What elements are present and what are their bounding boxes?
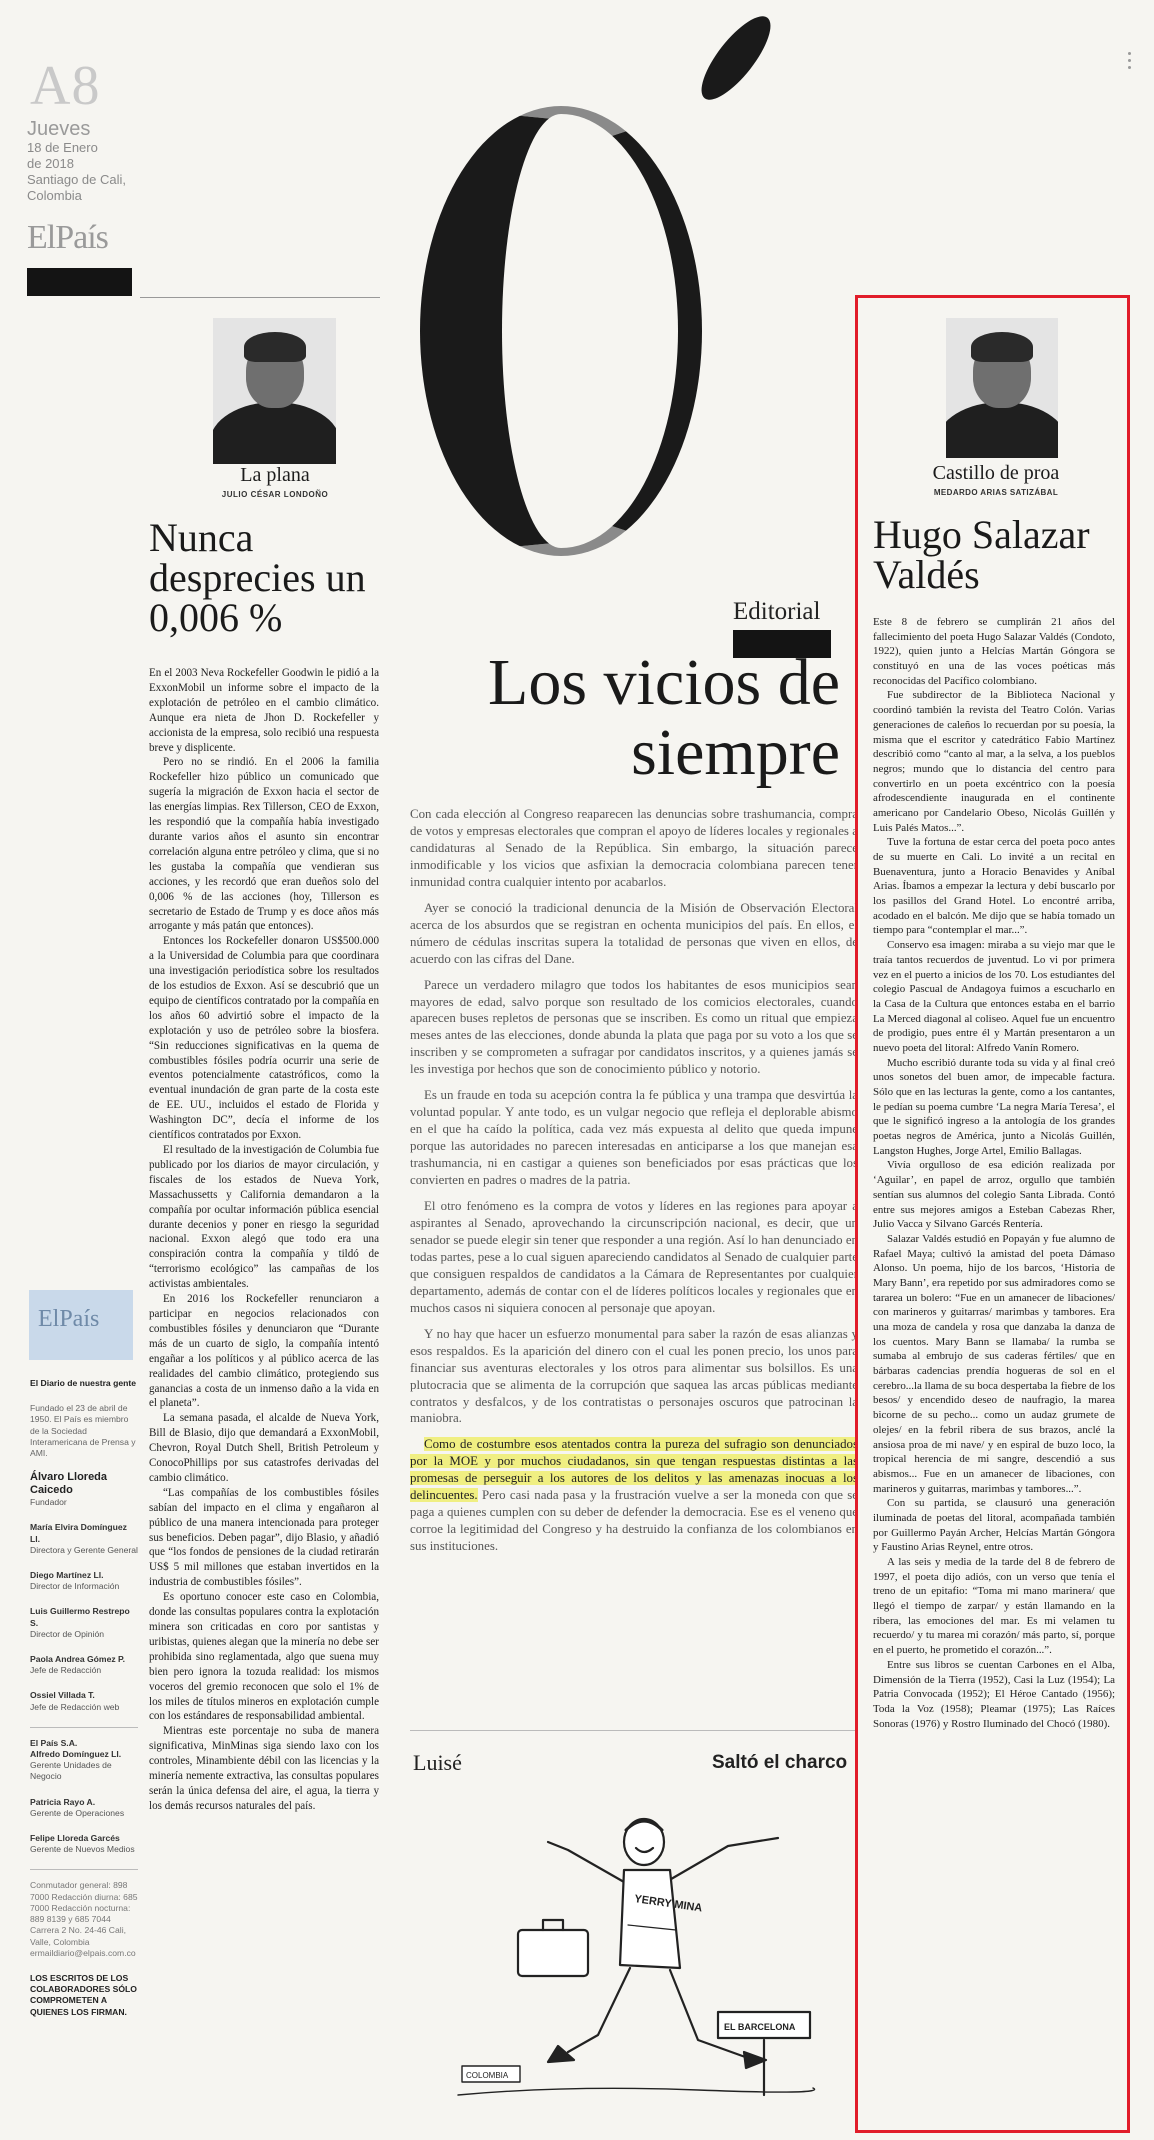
staff-role: Director de Opinión [30, 1628, 105, 1639]
article-paragraph: Vivía orgulloso de esa edición realizada por ‘Aguilar’, en papel de arroz, orgullo que también sentían sus alumnos del colegio Santa Librada. Contó entre sus mejores amigos a Esteban Cabezas Rher, Julio Vacca y Silvano Garcés Rentería. [873, 1159, 1115, 1231]
date-line-2: de 2018 [27, 156, 74, 171]
article-paragraph: Es oportuno conocer este caso en Colombia, donde las consultas populares contra la explotación minera son criticadas en coro por santistas y uribistas, quienes alegan que la minería no debe ser prohibida sino reglamentada, algo que suena muy bien pero ignora la tozuda realidad: los mismos voceros del gremio reconocen que solo el 1% de los miles de títulos mineros en explotación cumple con los estándares de responsabilidad ambiental. [149, 1591, 379, 1723]
cartoon-title: Saltó el charco [712, 1752, 848, 1773]
cartoon-shirt-text: YERRY MINA [633, 1893, 704, 1915]
column-name-castillo: Castillo de proa [932, 462, 1060, 484]
staff-role: Gerente de Nuevos Medios [30, 1844, 135, 1855]
article-body-la-plana [149, 666, 379, 1814]
rule-line [140, 297, 380, 298]
editorial-label: Editorial [733, 598, 821, 625]
editorial-paragraph: Con cada elección al Congreso reaparecen las denuncias sobre trashumancia, compra de votos y empresas electorales que compran el apoyo de líderes locales y regionales a candidaturas al Senado de la República. Sin embargo, la situación parece inmodificable y los vicios que asfixian la democracia colombiana parecen tener inmunidad contra cualquier intento por acabarlos. [410, 807, 858, 889]
cartoon-author: Luisé [413, 1750, 462, 1775]
founder-role: Fundador [30, 1497, 67, 1508]
highlighted-text: Como de costumbre esos atentados contra la pureza del sufragio son denunciados por la MOE y por muchos ciudadanos, sin que tengan respuestas distintas a las promesas de perseguir a los autores de los delitos y las amenazas inocuas a los delincuentes. [410, 1437, 858, 1503]
article-paragraph: Mientras este porcentaje no suba de manera significativa, MinMinas siga siendo laxo con los controles, Minambiente débil con las licencias y la minería nemente extractiva, las consultas populares serán la única defensa del aire, el agua, la tierra y los demás recursos naturales del país. [149, 1725, 379, 1812]
cartoon-sign-text: EL BARCELONA [724, 2022, 796, 2032]
columnist-photo-arias [946, 318, 1058, 458]
article-paragraph: En el 2003 Neva Rockefeller Goodwin le pidió a la ExxonMobil un informe sobre el impacto de la explotación de petróleo en el cambio climático. Aunque era nieta de Jhon D. Rockefeller y accionista de la empresa, solo recibió una respuesta breve y displicente. [149, 667, 379, 754]
staff-name: Ossiel Villada T. [30, 1690, 95, 1701]
article-paragraph: La semana pasada, el alcalde de Nueva York, Bill de Blasio, dijo que demandará a ExxonMobil, Chevron, Royal Dutch Shell, British Petroleum y ConocoPhillips por sus catastrofes derivadas del cambio climático. [149, 1412, 379, 1484]
staff-name: Paola Andrea Gómez P. [30, 1654, 126, 1665]
staff-role: Gerente de Operaciones [30, 1807, 125, 1818]
staff-list [30, 1522, 138, 1712]
sidebar-founded: Fundado el 23 de abril de 1950. El País es miembro de la Sociedad Interamericana de Prensa y AMI. [30, 1403, 136, 1459]
headline-la-plana: Nunca desprecies un 0,006 % [149, 515, 366, 640]
date-block [27, 118, 147, 204]
staff-name: Luis Guillermo Restrepo S. [30, 1606, 130, 1628]
article-paragraph: “Las compañías de los combustibles fósiles sabían del impacto en el clima y engañaron al público de una manera intencionada para proteger sus beneficios. Deben pagar”, dijo Blasio, y añadió que “los fondos de pensiones de la ciudad retirarán US$ 5 mil millones que estaban invertidos en la industria de combustibles fósiles”. [149, 1486, 379, 1589]
column-name-la-plana: La plana [240, 464, 310, 486]
columnist-photo-londono [213, 318, 336, 464]
cartoon-tag-text: COLOMBIA [466, 2071, 509, 2080]
headline-castillo: Hugo Salazar Valdés [873, 512, 1090, 597]
article-paragraph: Fue subdirector de la Biblioteca Nacional y coordinó también la revista del Teatro Colón. Varias generaciones de caleños lo recuerdan por su poesía, la misma que el escritor y catedrático Fabio Martínez describió como “canto al mar, a la selva, a los pueblos negros; mundo que lo distancia del centro para convertirlo en un poeta excéntrico con la poesía afrodescendiente inaugurada en el continente americano por Candelario Obeso, Nicolás Guillén y Luis Palés Matos...”. [873, 689, 1115, 834]
section-bar [27, 268, 132, 296]
editorial-body [410, 806, 858, 1564]
sidebar-divider [30, 1727, 138, 1728]
manager-list [30, 1749, 138, 1855]
date-line-1: 18 de Enero [27, 140, 98, 155]
article-paragraph: Este 8 de febrero se cumplirán 21 años del fallecimiento del poeta Hugo Salazar Valdés (Condoto, 1922), quien junto a Helcías Martán Góngora se constituyó en una de las voces poéticas más reconocidas del Pacífico colombiano. [873, 616, 1115, 687]
editorial-paragraph: Parece un verdadero milagro que todos los habitantes de esos municipios sean mayores de edad, salvo porque son resultado de los comicios electorales, cuando aparecen buses repletos de personas que se inscriben. Es como un ritual que empieza meses antes de las elecciones, donde abunda la plata que paga por su voto a los que se inscriben y se comprometen a sufragar por candidatos inscritos, y a quienes jamás se les investiga por hechos que son de conocimiento público y notorio. [410, 977, 858, 1077]
cartoon-rule [410, 1730, 858, 1731]
staff-box [30, 1378, 138, 2018]
article-body-castillo [873, 615, 1115, 1731]
article-paragraph: Mucho escribió durante toda su vida y al final creó unos sonetos del buen amor, de impecable factura. Sólo que en las lecturas la gente, como a los cantantes, le pedían su poema cumbre ‘La negra María Teresa’, el que le significó ingreso a la antología de los grandes poetas negros de América, junto a Nicolás Guillén, Langston Hughes, Jorge Artel, Emilio Ballagas. [873, 1056, 1115, 1157]
more-options-icon[interactable] [1128, 52, 1134, 73]
founder-name: Álvaro Lloreda Caicedo [30, 1471, 108, 1497]
staff-role: Jefe de Redacción web [30, 1701, 120, 1712]
article-paragraph: En 2016 los Rockefeller renunciaron a participar en negocios relacionados con combustibles fósiles y denunciaron que “Durante más de un cuarto de siglo, la compañía intentó engañar a los políticos y al público acerca de las realidades del cambio climático, protegiendo sus ganancias a costa de un inmenso daño a la vida en el planeta”. [149, 1293, 379, 1410]
cartoon-illustration [448, 1790, 818, 2110]
staff-role: Jefe de Redacción [30, 1665, 102, 1676]
location-line-1: Santiago de Cali, [27, 172, 127, 187]
editorial-title: Los vicios de siempre [488, 646, 840, 789]
newspaper-logo: ElPaís [27, 219, 108, 256]
article-paragraph: Conservo esa imagen: miraba a su viejo mar que le traía tantos recuerdos de juventud. Lo vi por primera vez en el puerto a inicios de los 70. Los estudiantes del colegio Pascual de Andagoya fuimos a escucharlo en la Casa de la Cultura que entonces estaba en el barrio La Merced diagonal al coliseo. Aquel fue un encuentro de prodigio, pues entre él y Martán presentaron a un nuevo poeta del litoral: Alfredo Vanín Romero. [873, 939, 1115, 1054]
editorial-paragraph: Y no hay que hacer un esfuerzo monumental para saber la razón de esas alianzas y esos respaldos. Es la aparición del dinero con el cual les ponen precio, los unos para financiar sus aventuras electorales y los otros para alimentar sus bolsillos. Es una plutocracia que se alimenta de la corrupción que saquea las arcas públicas mediante contratos y desfalcos, y de los contratistas o personajes oscuros que patrocinan la maniobra. [410, 1326, 858, 1426]
page-number: A8 [30, 55, 101, 117]
article-paragraph: Tuve la fortuna de estar cerca del poeta poco antes de su muerte en Cali. Lo invité a un recital en Buenaventura, junto a Horacio Benavides y Aníbal Arias. Íbamos a empezar la lectura y debí buscarlo por los pasillos del Grand Hotel. Lo encontré arriba, acodado en el balcón. Me dijo que se había tomado un tiempo para “contemplar el mar...”. [873, 836, 1115, 937]
opinion-o-ornament [420, 106, 702, 556]
staff-name: Alfredo Domínguez Ll. [30, 1749, 122, 1760]
staff-role: Gerente Unidades de Negocio [30, 1760, 112, 1782]
editorial-paragraph: Es un fraude en toda su acepción contra la fe pública y una trampa que desvirtúa la voluntad popular. Y ante todo, es un vulgar negocio que refleja el deplorable abismo en el que ha caído la política, cada vez más expuesta al delito que queda impune porque las autoridades no parecen interesadas en anticiparse a los que manejan esa trashumancia, ni en castigar a quienes son beneficiados por esas prácticas que los convierten en padres o madres de la patria. [410, 1088, 858, 1188]
weekday: Jueves [27, 118, 91, 140]
sidebar-tagline: El Diario de nuestra gente [30, 1378, 137, 1388]
sidebar-logo: ElPaís [38, 1306, 100, 1332]
staff-name: Diego Martínez Ll. [30, 1570, 104, 1581]
staff-name: Felipe Lloreda Garcés [30, 1833, 120, 1844]
article-paragraph: Entonces los Rockefeller donaron US$500.000 a la Universidad de Columbia para que coordinara una investigación periodística sobre los resultados de los estudios de Exxon. Así se descubrió que un equipo de científicos contratado por la compañía en los años 60 advirtió sobre el impacto de la explotación y uso de petróleo sobre la biosfera. “Sin reducciones significativas en la quema de combustibles fósiles podría ocurrir una serie de eventos potencialmente catastróficos, como la eventual inundación de gran parte de la costa este de EE. UU., incluidos el estado de Florida y Washington DC”, decía el informe de los científicos contratados por Exxon. [149, 935, 379, 1142]
article-paragraph: Salazar Valdés estudió en Popayán y fue alumno de Rafael Maya; cultivó la amistad del poeta Dámaso Alonso. Un poema, hijo de los barcos, ‘Historia de Mary Bann’, era repetido por sus admiradores como se tararea un bolero: “Fue en un amanecer de libaciones/ con marineros y guitarras/ marimbas y tambores. Era una moza de candela y rosa que danzaba la danza de los cuentos. Mary Bann se llamaba/ la rumba se sumaba al embrujo de sus caderas fértiles/ que en bárbaras cadencias prendía hogueras de sol en el cerebro...la llama de su boca despertaba la fiebre de los besos/ y encendido deseo de naufragio, la marea bicorne de su pecho... como un audaz grumete de olejes/ en la febril ribera de sus brazos, anclé la ansiosa proa de mi nave/ y en espiral de buzo loco, la tropical herencia de mi sangre, descendió a sus abismos... Fue en un amanecer de libaciones, con marineros y guitarras, marimbas y tambores...”. [873, 1232, 1115, 1495]
editorial-paragraph: El otro fenómeno es la compra de votos y líderes en las regiones para apoyar a aspirantes al Senado, aprovechando la circunscripción nacional, es decir, que un senador se puede elegir sin tener que responder a una región. Así lo han denunciado en todas partes, pese a lo cual siguen apareciendo candidatos al Senado de cualquier parte que consiguen respaldos de candidatos a la Cámara de Representantes por cualquier departamento, además de contar con el de líderes políticos locales y regionales que en muchos casos ni siquiera conocen al personaje que apoyan. [410, 1199, 858, 1315]
article-paragraph: Pero no se rindió. En el 2006 la familia Rockefeller hizo público un comunicado que sugería la migración de Exxon hacia el sector de las energías limpias. Rex Tillerson, CEO de Exxon, les respondió que la compañía había investigado durante varios años el asunto sin encontrar correlación alguna entre petróleo y clima, que si no les gustaba la compañía que vendieran sus acciones, y les recordó que eran dueños solo del 0,006 % de las acciones (hoy, Tillerson es secretario de Estado de Trump y es doce años más arrogante y más patán que entonces). [149, 756, 379, 933]
article-paragraph: Con su partida, se clausuró una generación iluminada de poetas del litoral, acompañada también por Guillermo Payán Archer, Helcías Martán Góngora y Faustino Arias Reynel, entre otros. [873, 1497, 1115, 1554]
article-paragraph: A las seis y media de la tarde del 8 de febrero de 1997, el poeta dijo adiós, con un verso que tenía el treno de un epitafio: “Toma mi mano marinera/ que llegó el tiempo de zarpar/ y están llamando en la ribera, las emociones del mar. Es mi velamen tu recuerdo/ y tu marea mi corazón/ más parto, sí, porque en el puerto, he prometido el corazón...”. [873, 1556, 1115, 1657]
staff-role: Directora y Gerente General [30, 1544, 138, 1555]
accent-mark-ornament [690, 7, 781, 110]
company-name: El País S.A. [30, 1737, 78, 1748]
staff-name: María Elvira Domínguez Ll. [30, 1522, 127, 1544]
contact-info: Conmutador general: 898 7000 Redacción diurna: 685 7000 Redacción nocturna: 889 8139 y 685 7044 Carrera 2 No. 24-46 Cali, Valle, Colombia ermaildiario@elpais.com.co [30, 1880, 138, 1958]
article-paragraph: Entre sus libros se cuentan Carbones en el Alba, Dimensión de la Tierra (1952), Casi la Luz (1954); La Patria Convocada (1952); El Héroe Cantado (1956); Toda la Voz (1958); Pleamar (1975); Las Raíces Sonoras (1976) y Rostro Iluminado del Chocó (1980). [873, 1658, 1115, 1730]
sidebar-divider [30, 1869, 138, 1870]
location-line-2: Colombia [27, 188, 82, 203]
editorial-paragraph-rest: Pero casi nada pasa y la frustración vuelve a ser la moneda con que se paga a quienes cumplen con su deber de defender la democracia. Ese es el veneno que corroe la legitimidad del Congreso y ha destruido la confianza de los colombianos en sus instituciones. [410, 1488, 858, 1554]
staff-role: Director de Información [30, 1581, 120, 1592]
byline-londono: JULIO CÉSAR LONDOÑO [221, 490, 329, 499]
byline-arias: MEDARDO ARIAS SATIZÁBAL [933, 488, 1059, 497]
disclaimer: LOS ESCRITOS DE LOS COLABORADORES SÓLO COMPROMETEN A QUIENES LOS FIRMAN. [30, 1972, 137, 2017]
staff-name: Patricia Rayo A. [30, 1796, 96, 1807]
editorial-paragraph: Ayer se conoció la tradicional denuncia de la Misión de Observación Electoral acerca de los absurdos que se registran en ochenta municipios del país. En ellos, el número de cédulas inscritas supera la totalidad de personas que viven en ellos, de acuerdo con las cifras del Dane. [410, 900, 858, 966]
article-paragraph: El resultado de la investigación de Columbia fue publicado por los diarios de mayor circulación, y fiscales de los estados de Nueva York, Massachussetts y California demandaron a la compañía por ocultar información pública esencial durante decenios y poner en riesgo la seguridad nacional. Exxon alegó que todo era una conspiración contra la compañía y tildó de “terrorismo ecológico” las campañas de los activistas ambientales. [149, 1144, 379, 1291]
editorial-paragraph-highlighted [410, 1436, 858, 1555]
